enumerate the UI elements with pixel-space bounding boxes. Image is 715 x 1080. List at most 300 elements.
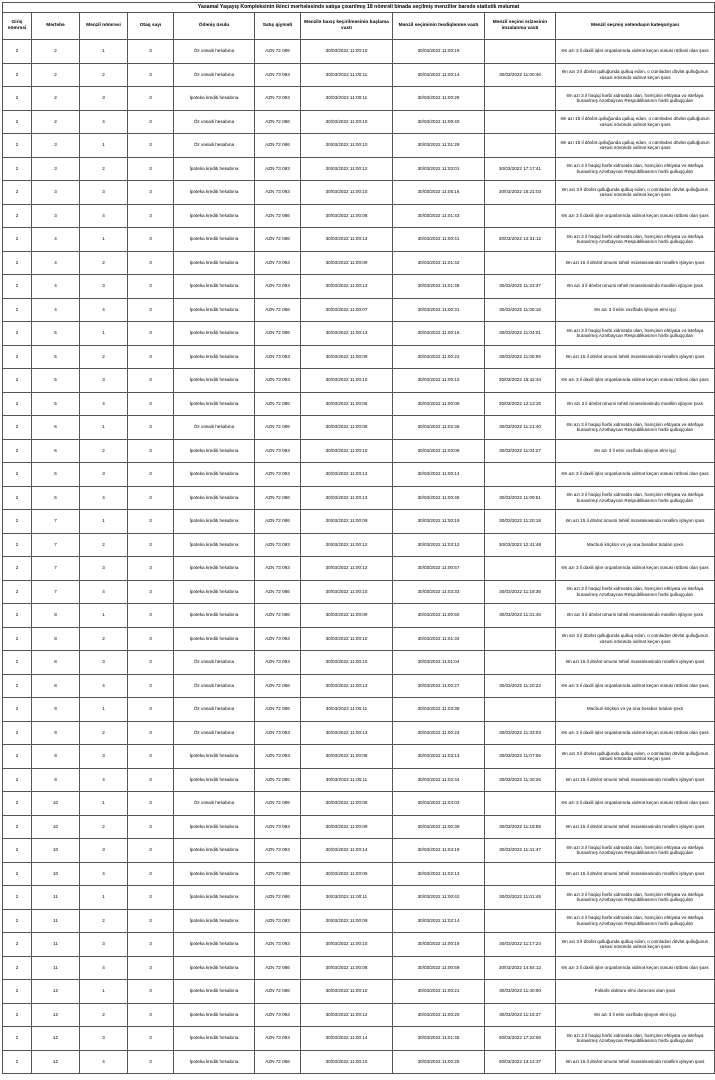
- citizen-category-cell: Ən azı 3 il daxili işlər orqanlarında xidmət keçən xüsusi rütbəsi olan şəxs: [556, 956, 715, 980]
- entrance-cell: 2: [3, 1027, 32, 1051]
- room-count-cell: 3: [128, 698, 174, 722]
- payment-method-cell: Öz vəsaiti hesabına: [174, 134, 255, 158]
- room-count-cell: 3: [128, 463, 174, 487]
- entrance-cell: 2: [3, 251, 32, 275]
- room-count-cell: 3: [128, 251, 174, 275]
- selection-confirmed-cell: 30/03/2022 11:00:08: [393, 392, 485, 416]
- viewing-start-cell: 30/03/2022 11:00:13: [301, 486, 393, 510]
- citizen-category-cell: Ən azı 3 il elmi vəzifədə işləyən elmi işçi: [556, 439, 715, 463]
- sale-price-cell: AZN 72 086: [255, 228, 301, 252]
- floor-cell: 2: [32, 40, 80, 64]
- floor-cell: 3: [32, 157, 80, 181]
- citizen-category-cell: Məcburi köçkün və ya ona bərabər tutulan şəxs: [556, 533, 715, 557]
- floor-cell: 10: [32, 792, 80, 816]
- selection-confirmed-cell: 30/03/2022 11:00:29: [393, 87, 485, 111]
- room-count-cell: 3: [128, 909, 174, 933]
- citizen-category-cell: Ən azı 3 il dövlət ümumi təhsil müəssisəsində müəllim işləyən şəxs: [556, 392, 715, 416]
- table-row: [3, 1027, 715, 1051]
- citizen-category-cell: Ən azı 3 il həqiqi hərbi xidmətdə olan, həmçinin ehtiyata və istefaya buraxılmış Azərbaycan Respublikasının hərbi qulluqçuları: [556, 909, 715, 933]
- application-signed-cell: 30/03/2022 11:16:37: [485, 1003, 556, 1027]
- selection-confirmed-cell: 30/03/2022 11:09:40: [393, 110, 485, 134]
- floor-cell: 5: [32, 322, 80, 346]
- viewing-start-cell: 30/03/2022 11:00:12: [301, 533, 393, 557]
- col-header-floor: Mərtəbə: [32, 13, 80, 40]
- floor-cell: 12: [32, 980, 80, 1004]
- selection-confirmed-cell: 30/03/2022 11:00:23: [393, 721, 485, 745]
- apartment-number-cell: 3: [80, 1027, 128, 1051]
- entrance-cell: 2: [3, 463, 32, 487]
- table-row: [3, 392, 715, 416]
- room-count-cell: 3: [128, 580, 174, 604]
- floor-cell: 8: [32, 604, 80, 628]
- viewing-start-cell: 30/03/2022 11:00:13: [301, 322, 393, 346]
- room-count-cell: 3: [128, 745, 174, 769]
- selection-confirmed-cell: 30/03/2022 11:03:01: [393, 157, 485, 181]
- selection-confirmed-cell: 30/03/2022 11:01:28: [393, 134, 485, 158]
- room-count-cell: 3: [128, 533, 174, 557]
- viewing-start-cell: 30/03/2022 11:00:14: [301, 1027, 393, 1051]
- sale-price-cell: AZN 72 086: [255, 204, 301, 228]
- application-signed-cell: 30/03/2022 11:17:24: [485, 933, 556, 957]
- room-count-cell: 3: [128, 439, 174, 463]
- citizen-category-cell: Məcburi köçkün və ya ona bərabər tutulan şəxs: [556, 698, 715, 722]
- viewing-start-cell: 30/03/2022 11:00:13: [301, 674, 393, 698]
- application-signed-cell: 30/03/2022 11:20:18: [485, 510, 556, 534]
- application-signed-cell: 30/03/2022 17:17:41: [485, 157, 556, 181]
- floor-cell: 5: [32, 369, 80, 393]
- apartment-number-cell: 2: [80, 251, 128, 275]
- citizen-category-cell: Ən azı 3 il daxili işlər orqanlarında xidmət keçən xüsusi rütbəsi olan şəxs: [556, 557, 715, 581]
- citizen-category-cell: Ən azı 3 il dövlət qulluğunda qulluq edən, o cümlədən dövlət qulluğunun xüsusi növündə xidmət keçən şəxs: [556, 745, 715, 769]
- table-row: [3, 604, 715, 628]
- application-signed-cell: [485, 463, 556, 487]
- viewing-start-cell: 30/03/2022 11:00:08: [301, 416, 393, 440]
- citizen-category-cell: Ən azı 15 il dövlət ümumi təhsil müəssisəsində müəllim işləyən şəxs: [556, 1050, 715, 1074]
- selection-confirmed-cell: 30/03/2022 11:00:57: [393, 557, 485, 581]
- room-count-cell: 3: [128, 815, 174, 839]
- table-row: [3, 40, 715, 64]
- table-row: [3, 651, 715, 675]
- payment-method-cell: Öz vəsaiti hesabına: [174, 110, 255, 134]
- application-signed-cell: 30/03/2022 13:14:37: [485, 1050, 556, 1074]
- sale-price-cell: AZN 72 086: [255, 40, 301, 64]
- room-count-cell: 3: [128, 369, 174, 393]
- citizen-category-cell: Ən azı 3 il elmi vəzifədə işləyən elmi işçi: [556, 298, 715, 322]
- sale-price-cell: AZN 73 093: [255, 721, 301, 745]
- citizen-category-cell: Ən azı 3 il daxili işlər orqanlarında xidmət keçən xüsusi rütbəsi olan şəxs: [556, 721, 715, 745]
- payment-method-cell: Öz vəsaiti hesabına: [174, 674, 255, 698]
- selection-confirmed-cell: 30/03/2022 11:01:42: [393, 251, 485, 275]
- floor-cell: 7: [32, 533, 80, 557]
- entrance-cell: 2: [3, 87, 32, 111]
- table-row: [3, 862, 715, 886]
- floor-cell: 4: [32, 275, 80, 299]
- table-row: [3, 745, 715, 769]
- table-row: [3, 792, 715, 816]
- citizen-category-cell: Ən azı 15 il dövlət ümumi təhsil müəssisəsində müəllim işləyən şəxs: [556, 510, 715, 534]
- sale-price-cell: AZN 72 086: [255, 392, 301, 416]
- table-row: [3, 815, 715, 839]
- application-signed-cell: [485, 909, 556, 933]
- sale-price-cell: AZN 73 093: [255, 251, 301, 275]
- citizen-category-cell: Ən azı 3 il elmi vəzifədə işləyən elmi işçi: [556, 1003, 715, 1027]
- citizen-category-cell: Ən azı 15 il dövlət ümumi təhsil müəssisəsində müəllim işləyən şəxs: [556, 251, 715, 275]
- sale-price-cell: AZN 72 086: [255, 698, 301, 722]
- citizen-category-cell: Ən azı 15 il dövlət ümumi təhsil müəssisəsində müəllim işləyən şəxs: [556, 768, 715, 792]
- viewing-start-cell: 30/03/2022 11:00:10: [301, 40, 393, 64]
- viewing-start-cell: 30/03/2022 11:00:09: [301, 251, 393, 275]
- citizen-category-cell: Ən azı 3 il dövlət ümumi təhsil müəssisəsində müəllim işləyən şəxs: [556, 604, 715, 628]
- room-count-cell: 3: [128, 792, 174, 816]
- selection-confirmed-cell: 30/03/2022 11:03:38: [393, 698, 485, 722]
- apartment-number-cell: 4: [80, 768, 128, 792]
- citizen-category-cell: Ən azı 3 il həqiqi hərbi xidmətdə olan, həmçinin ehtiyata və istefaya buraxılmış Azərbaycan Respublikasının hərbi qulluqçuları: [556, 486, 715, 510]
- apartment-number-cell: 4: [80, 392, 128, 416]
- col-header-citizen-category: Mənzil seçmiş vətəndaşın kateqoriyası: [556, 13, 715, 40]
- apartment-number-cell: 1: [80, 40, 128, 64]
- selection-confirmed-cell: 30/03/2022 11:00:20: [393, 1003, 485, 1027]
- payment-method-cell: İpoteka krediti hesabına: [174, 815, 255, 839]
- floor-cell: 7: [32, 510, 80, 534]
- table-row: [3, 768, 715, 792]
- application-signed-cell: 30/03/2022 11:07:06: [485, 745, 556, 769]
- sale-price-cell: AZN 73 093: [255, 745, 301, 769]
- viewing-start-cell: 30/03/2022 11:00:11: [301, 698, 393, 722]
- selection-confirmed-cell: 30/03/2022 11:01:45: [393, 1027, 485, 1051]
- selection-confirmed-cell: 30/03/2022 11:00:25: [393, 1050, 485, 1074]
- selection-confirmed-cell: 30/03/2022 11:01:48: [393, 275, 485, 299]
- floor-cell: 6: [32, 463, 80, 487]
- entrance-cell: 2: [3, 768, 32, 792]
- floor-cell: 10: [32, 815, 80, 839]
- entrance-cell: 2: [3, 651, 32, 675]
- apartment-number-cell: 2: [80, 721, 128, 745]
- application-signed-cell: 30/03/2022 11:05:16: [485, 298, 556, 322]
- entrance-cell: 2: [3, 886, 32, 910]
- viewing-start-cell: 30/03/2022 11:00:11: [301, 768, 393, 792]
- application-signed-cell: [485, 134, 556, 158]
- sale-price-cell: AZN 72 086: [255, 486, 301, 510]
- selection-confirmed-cell: 30/03/2022 11:00:14: [393, 463, 485, 487]
- room-count-cell: 3: [128, 40, 174, 64]
- viewing-start-cell: 30/03/2022 11:00:10: [301, 933, 393, 957]
- viewing-start-cell: 30/03/2022 11:00:12: [301, 463, 393, 487]
- floor-cell: 2: [32, 63, 80, 87]
- viewing-start-cell: 30/03/2022 11:00:08: [301, 204, 393, 228]
- viewing-start-cell: 30/03/2022 11:00:08: [301, 956, 393, 980]
- payment-method-cell: İpoteka krediti hesabına: [174, 627, 255, 651]
- col-header-room-count: Otaq sayı: [128, 13, 174, 40]
- room-count-cell: 3: [128, 721, 174, 745]
- apartment-number-cell: 3: [80, 181, 128, 205]
- sale-price-cell: AZN 73 093: [255, 533, 301, 557]
- selection-confirmed-cell: 30/03/2022 11:04:03: [393, 792, 485, 816]
- viewing-start-cell: 30/03/2022 11:00:09: [301, 510, 393, 534]
- apartment-number-cell: 4: [80, 204, 128, 228]
- table-row: [3, 204, 715, 228]
- payment-method-cell: İpoteka krediti hesabına: [174, 557, 255, 581]
- payment-method-cell: İpoteka krediti hesabına: [174, 157, 255, 181]
- viewing-start-cell: 30/03/2022 11:00:07: [301, 298, 393, 322]
- table-row: [3, 721, 715, 745]
- col-header-entrance: Giriş nömrəsi: [3, 13, 32, 40]
- viewing-start-cell: 30/03/2022 11:00:09: [301, 862, 393, 886]
- selection-confirmed-cell: 30/03/2022 11:03:09: [393, 439, 485, 463]
- floor-cell: 2: [32, 87, 80, 111]
- citizen-category-cell: Ən azı 3 il həqiqi hərbi xidmətdə olan, həmçinin ehtiyata və istefaya buraxılmış Azərbaycan Respublikasının hərbi qulluqçuları: [556, 839, 715, 863]
- sale-price-cell: AZN 73 093: [255, 933, 301, 957]
- floor-cell: 9: [32, 745, 80, 769]
- application-signed-cell: 30/03/2022 12:41:48: [485, 533, 556, 557]
- entrance-cell: 2: [3, 815, 32, 839]
- table-row: [3, 909, 715, 933]
- apartment-number-cell: 3: [80, 557, 128, 581]
- entrance-cell: 2: [3, 157, 32, 181]
- table-row: [3, 416, 715, 440]
- entrance-cell: 2: [3, 110, 32, 134]
- floor-cell: 4: [32, 298, 80, 322]
- payment-method-cell: İpoteka krediti hesabına: [174, 369, 255, 393]
- room-count-cell: 3: [128, 1027, 174, 1051]
- col-header-apartment-number: Mənzil nömrəsi: [80, 13, 128, 40]
- apartment-number-cell: 1: [80, 604, 128, 628]
- citizen-category-cell: Ən azı 3 il dövlət qulluğunda qulluq edən, o cümlədən dövlət qulluğunun xüsusi növündə xidmət keçən şəxs: [556, 181, 715, 205]
- selection-confirmed-cell: 30/03/2022 11:01:04: [393, 651, 485, 675]
- entrance-cell: 2: [3, 392, 32, 416]
- sale-price-cell: AZN 73 093: [255, 439, 301, 463]
- application-signed-cell: 30/03/2022 11:04:01: [485, 322, 556, 346]
- floor-cell: 6: [32, 486, 80, 510]
- citizen-category-cell: Ən azı 3 il həqiqi hərbi xidmətdə olan, həmçinin ehtiyata və istefaya buraxılmış Azərbaycan Respublikasının hərbi qulluqçuları: [556, 87, 715, 111]
- viewing-start-cell: 30/03/2022 11:00:13: [301, 721, 393, 745]
- apartment-number-cell: 1: [80, 134, 128, 158]
- floor-cell: 2: [32, 110, 80, 134]
- citizen-category-cell: Ən azı 3 il dövlət ümumi təhsil müəssisəsində müəllim işləyən şəxs: [556, 275, 715, 299]
- selection-confirmed-cell: 30/03/2022 11:00:50: [393, 604, 485, 628]
- sale-price-cell: AZN 73 093: [255, 157, 301, 181]
- citizen-category-cell: Ən azı 15 il dövlət ümumi təhsil müəssisəsində müəllim işləyən şəxs: [556, 651, 715, 675]
- entrance-cell: 2: [3, 510, 32, 534]
- payment-method-cell: İpoteka krediti hesabına: [174, 87, 255, 111]
- entrance-cell: 2: [3, 698, 32, 722]
- room-count-cell: 3: [128, 134, 174, 158]
- entrance-cell: 2: [3, 674, 32, 698]
- room-count-cell: 3: [128, 87, 174, 111]
- payment-method-cell: İpoteka krediti hesabına: [174, 439, 255, 463]
- sale-price-cell: AZN 73 093: [255, 557, 301, 581]
- room-count-cell: 3: [128, 486, 174, 510]
- room-count-cell: 3: [128, 1003, 174, 1027]
- viewing-start-cell: 30/03/2022 11:00:13: [301, 228, 393, 252]
- sale-price-cell: AZN 72 086: [255, 322, 301, 346]
- table-row: [3, 674, 715, 698]
- application-signed-cell: 30/03/2022 11:09:51: [485, 486, 556, 510]
- payment-method-cell: İpoteka krediti hesabına: [174, 1027, 255, 1051]
- viewing-start-cell: 30/03/2022 11:00:11: [301, 886, 393, 910]
- table-row: [3, 181, 715, 205]
- apartment-number-cell: 3: [80, 839, 128, 863]
- application-signed-cell: 30/03/2022 11:40:26: [485, 768, 556, 792]
- room-count-cell: 3: [128, 886, 174, 910]
- application-signed-cell: 30/03/2022 11:33:03: [485, 721, 556, 745]
- table-row: [3, 463, 715, 487]
- apartment-number-cell: 2: [80, 439, 128, 463]
- room-count-cell: 3: [128, 181, 174, 205]
- application-signed-cell: 30/03/2022 14:54:12: [485, 956, 556, 980]
- table-row: [3, 228, 715, 252]
- sale-price-cell: AZN 73 093: [255, 463, 301, 487]
- application-signed-cell: [485, 651, 556, 675]
- sale-price-cell: AZN 73 093: [255, 369, 301, 393]
- viewing-start-cell: 30/03/2022 11:00:09: [301, 909, 393, 933]
- entrance-cell: 2: [3, 322, 32, 346]
- apartment-number-cell: 4: [80, 1050, 128, 1074]
- entrance-cell: 2: [3, 604, 32, 628]
- citizen-category-cell: Ən azı 3 il daxili işlər orqanlarında xidmət keçən xüsusi rütbəsi olan şəxs: [556, 674, 715, 698]
- apartment-number-cell: 1: [80, 228, 128, 252]
- viewing-start-cell: 30/03/2022 11:00:11: [301, 63, 393, 87]
- entrance-cell: 2: [3, 298, 32, 322]
- entrance-cell: 2: [3, 580, 32, 604]
- payment-method-cell: İpoteka krediti hesabına: [174, 275, 255, 299]
- viewing-start-cell: 30/03/2022 11:00:09: [301, 815, 393, 839]
- citizen-category-cell: Ən azı 3 il daxili işlər orqanlarında xidmət keçən xüsusi rütbəsi olan şəxs: [556, 40, 715, 64]
- sale-price-cell: AZN 73 093: [255, 815, 301, 839]
- floor-cell: 10: [32, 862, 80, 886]
- payment-method-cell: İpoteka krediti hesabına: [174, 909, 255, 933]
- sale-price-cell: AZN 72 086: [255, 980, 301, 1004]
- apartment-number-cell: 4: [80, 298, 128, 322]
- selection-confirmed-cell: 30/03/2022 11:03:33: [393, 580, 485, 604]
- payment-method-cell: İpoteka krediti hesabına: [174, 228, 255, 252]
- selection-confirmed-cell: 30/03/2022 11:02:14: [393, 909, 485, 933]
- viewing-start-cell: 30/03/2022 11:00:13: [301, 275, 393, 299]
- application-signed-cell: 30/03/2022 15:21:03: [485, 181, 556, 205]
- table-row: [3, 1050, 715, 1074]
- room-count-cell: 3: [128, 956, 174, 980]
- table-row: [3, 980, 715, 1004]
- payment-method-cell: İpoteka krediti hesabına: [174, 298, 255, 322]
- application-signed-cell: 30/03/2022 12:13:20: [485, 392, 556, 416]
- selection-confirmed-cell: 30/03/2022 11:00:19: [393, 933, 485, 957]
- selection-confirmed-cell: 30/03/2022 11:00:46: [393, 486, 485, 510]
- statistics-sheet: [2, 2, 710, 1074]
- viewing-start-cell: 30/03/2022 11:00:10: [301, 181, 393, 205]
- entrance-cell: 2: [3, 40, 32, 64]
- table-row: [3, 933, 715, 957]
- citizen-category-cell: Ən azı 15 il dövlət ümumi təhsil müəssisəsində müəllim işləyən şəxs: [556, 345, 715, 369]
- citizen-category-cell: Ən azı 3 il dövlət qulluğunda qulluq edən, o cümlədən dövlət qulluğunun xüsusi növündə xidmət keçən şəxs: [556, 933, 715, 957]
- table-row: [3, 439, 715, 463]
- viewing-start-cell: 30/03/2022 11:00:08: [301, 792, 393, 816]
- apartment-number-cell: 2: [80, 815, 128, 839]
- sale-price-cell: AZN 72 086: [255, 886, 301, 910]
- floor-cell: 11: [32, 909, 80, 933]
- table-row: [3, 322, 715, 346]
- entrance-cell: 2: [3, 862, 32, 886]
- room-count-cell: 3: [128, 322, 174, 346]
- sale-price-cell: AZN 72 086: [255, 298, 301, 322]
- apartment-number-cell: 3: [80, 651, 128, 675]
- floor-cell: 11: [32, 933, 80, 957]
- floor-cell: 6: [32, 439, 80, 463]
- apartment-number-cell: 3: [80, 933, 128, 957]
- table-row: [3, 839, 715, 863]
- entrance-cell: 2: [3, 416, 32, 440]
- application-signed-cell: [485, 204, 556, 228]
- entrance-cell: 2: [3, 181, 32, 205]
- application-signed-cell: 30/03/2022 17:22:50: [485, 1027, 556, 1051]
- col-header-sale-price: Satış qiyməti: [255, 13, 301, 40]
- selection-confirmed-cell: 30/03/2022 11:03:13: [393, 745, 485, 769]
- room-count-cell: 3: [128, 204, 174, 228]
- entrance-cell: 2: [3, 275, 32, 299]
- selection-confirmed-cell: 30/03/2022 11:02:36: [393, 416, 485, 440]
- entrance-cell: 2: [3, 63, 32, 87]
- floor-cell: 7: [32, 580, 80, 604]
- selection-confirmed-cell: 30/03/2022 11:00:27: [393, 674, 485, 698]
- application-signed-cell: 30/03/2022 11:20:22: [485, 674, 556, 698]
- application-signed-cell: 30/03/2022 15:42:34: [485, 369, 556, 393]
- sale-price-cell: AZN 73 093: [255, 275, 301, 299]
- floor-cell: 8: [32, 627, 80, 651]
- entrance-cell: 2: [3, 345, 32, 369]
- entrance-cell: 2: [3, 980, 32, 1004]
- payment-method-cell: Öz vəsaiti hesabına: [174, 721, 255, 745]
- col-header-payment-method: Ödəniş üsulu: [174, 13, 255, 40]
- room-count-cell: 3: [128, 604, 174, 628]
- entrance-cell: 2: [3, 745, 32, 769]
- entrance-cell: 2: [3, 839, 32, 863]
- viewing-start-cell: 30/03/2022 11:00:10: [301, 580, 393, 604]
- floor-cell: 3: [32, 134, 80, 158]
- floor-cell: 12: [32, 1003, 80, 1027]
- apartment-table: [2, 2, 715, 1074]
- payment-method-cell: İpoteka krediti hesabına: [174, 604, 255, 628]
- floor-cell: 5: [32, 345, 80, 369]
- apartment-number-cell: 4: [80, 486, 128, 510]
- citizen-category-cell: Ən azı 3 il həqiqi hərbi xidmətdə olan, həmçinin ehtiyata və istefaya buraxılmış Azərbaycan Respublikasının hərbi qulluqçuları: [556, 228, 715, 252]
- payment-method-cell: Öz vəsaiti hesabına: [174, 63, 255, 87]
- selection-confirmed-cell: 30/03/2022 11:01:43: [393, 204, 485, 228]
- application-signed-cell: [485, 862, 556, 886]
- selection-confirmed-cell: 30/03/2022 11:03:12: [393, 533, 485, 557]
- apartment-number-cell: 4: [80, 956, 128, 980]
- apartment-number-cell: 2: [80, 533, 128, 557]
- selection-confirmed-cell: 30/03/2022 11:00:21: [393, 980, 485, 1004]
- apartment-number-cell: 4: [80, 862, 128, 886]
- table-row: [3, 698, 715, 722]
- room-count-cell: 3: [128, 298, 174, 322]
- table-row: [3, 369, 715, 393]
- viewing-start-cell: 30/03/2022 11:00:10: [301, 110, 393, 134]
- selection-confirmed-cell: 30/03/2022 11:00:19: [393, 510, 485, 534]
- entrance-cell: 2: [3, 228, 32, 252]
- payment-method-cell: İpoteka krediti hesabına: [174, 862, 255, 886]
- entrance-cell: 2: [3, 1050, 32, 1074]
- viewing-start-cell: 30/03/2022 11:00:10: [301, 369, 393, 393]
- application-signed-cell: [485, 557, 556, 581]
- payment-method-cell: Öz vəsaiti hesabına: [174, 792, 255, 816]
- selection-confirmed-cell: 30/03/2022 11:00:19: [393, 40, 485, 64]
- sale-price-cell: AZN 72 086: [255, 768, 301, 792]
- payment-method-cell: İpoteka krediti hesabına: [174, 510, 255, 534]
- sale-price-cell: AZN 73 093: [255, 87, 301, 111]
- application-signed-cell: 30/03/2022 11:05:56: [485, 345, 556, 369]
- payment-method-cell: İpoteka krediti hesabına: [174, 933, 255, 957]
- citizen-category-cell: Ən azı 3 il daxili işlər orqanlarında xidmət keçən xüsusi rütbəsi olan şəxs: [556, 369, 715, 393]
- payment-method-cell: İpoteka krediti hesabına: [174, 392, 255, 416]
